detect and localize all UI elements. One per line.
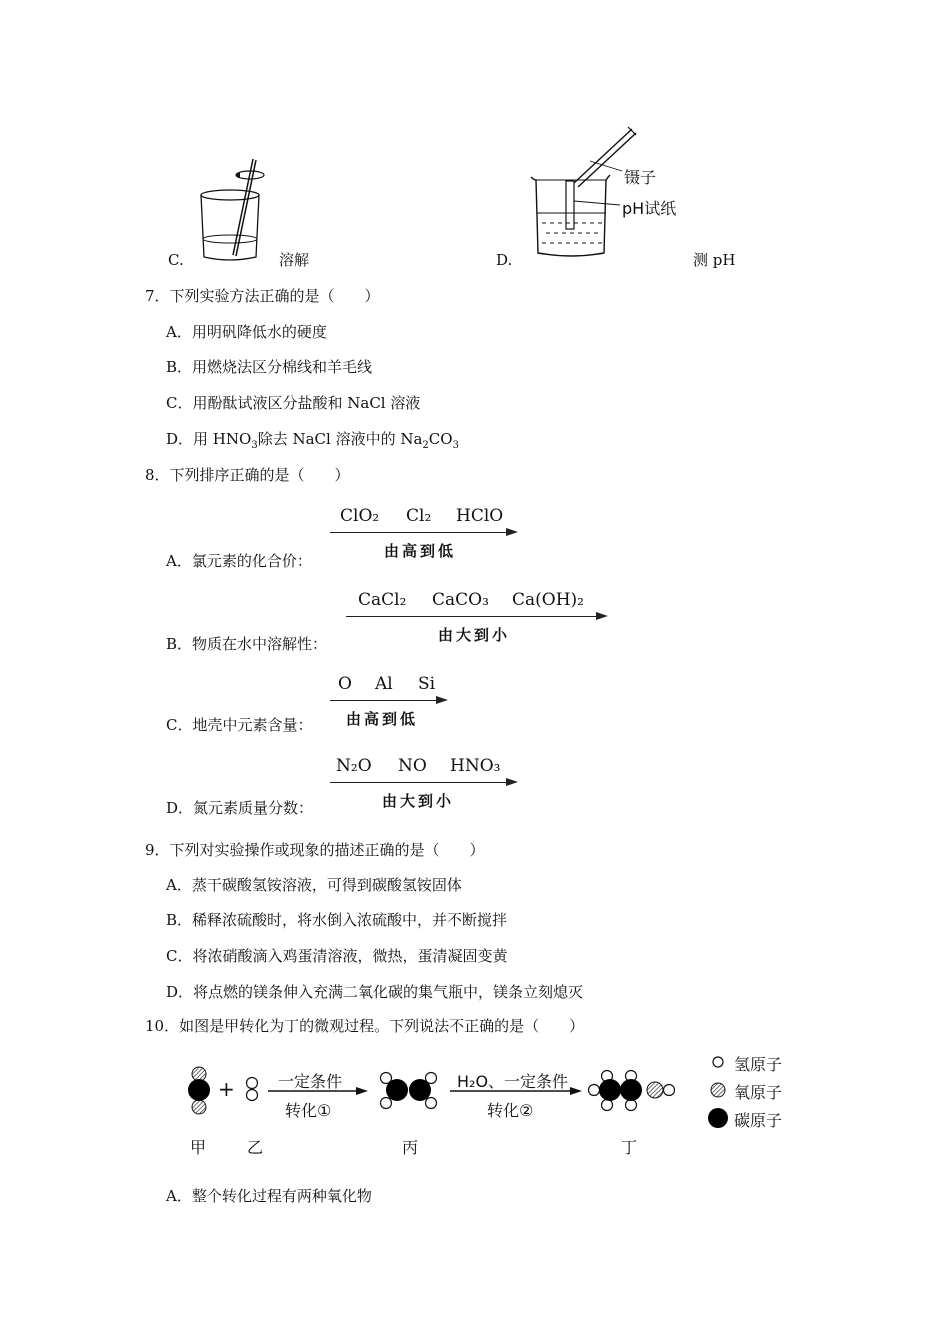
q8-d-sequence [330,756,520,812]
label-jia: 甲 [190,1138,207,1157]
step2-condition: H₂O、一定条件 [457,1072,569,1091]
legend-hydrogen-symbol [713,1057,723,1067]
q9-option-c: C．将浓硝酸滴入鸡蛋清溶液，微热，蛋清凝固变黄 [166,947,508,965]
q9-stem: 9．下列对实验操作或现象的描述正确的是（ ） [145,841,485,859]
q7-option-a: A．用明矾降低水的硬度 [166,323,327,341]
q8-a-item-2: Cl₂ [406,506,432,526]
q8-d-caption: 由大到小 [382,792,455,810]
q7-d-sub1: 3 [251,440,258,451]
q7-d-sub3: 3 [452,440,459,451]
q8-d-item-2: NO [398,756,427,776]
q9-option-d: D．将点燃的镁条伸入充满二氧化碳的集气瓶中，镁条立刻熄灭 [166,983,584,1001]
q8-c-arrow-head [436,696,448,704]
q8-option-b-label: B．物质在水中溶解性： [166,635,328,653]
step1-name: 转化① [285,1101,332,1120]
q7-d-sub2: 2 [422,440,429,451]
q10-stem: 10．如图是甲转化为丁的微观过程。下列说法不正确的是（ ） [145,1017,585,1035]
q7-d-pre: D．用 HNO [166,430,252,448]
q8-b-item-2: CaCO₃ [432,590,489,610]
q8-c-item-3: Si [418,674,436,694]
legend-hydrogen-label: 氢原子 [734,1055,783,1074]
step2-name: 转化② [487,1101,534,1120]
legend-oxygen-symbol [711,1083,725,1097]
molecule-yi [247,1078,258,1101]
q8-a-arrow-head [506,528,518,536]
step1-condition: 一定条件 [278,1072,343,1091]
label-bing: 丙 [402,1138,419,1157]
measure-ph-beaker-figure [528,125,638,265]
q7-option-c: C．用酚酞试液区分盐酸和 NaCl 溶液 [166,394,421,412]
q8-d-item-1: N₂O [336,756,372,776]
q8-d-arrow-head [506,778,518,786]
q6-c-letter: C. [168,251,184,269]
q8-b-arrow-line [346,616,598,617]
q7-option-d [166,430,459,455]
label-ding: 丁 [621,1138,638,1157]
q8-a-sequence [330,506,520,562]
q10-option-a: A．整个转化过程有两种氧化物 [166,1187,372,1205]
plus-sign: + [218,1077,235,1101]
q8-stem: 8．下列排序正确的是（ ） [145,466,350,484]
q8-a-caption: 由高到低 [384,542,457,560]
q8-option-a-label: A．氯元素的化合价： [166,552,312,570]
q8-b-arrow-head [596,612,608,620]
q8-b-item-3: Ca(OH)₂ [512,590,584,610]
q8-c-caption: 由高到低 [346,710,419,728]
ph-paper-label: pH试纸 [622,199,677,218]
q8-c-item-1: O [338,674,352,694]
q8-c-arrow-line [330,700,438,701]
molecule-bing [381,1073,437,1109]
label-yi: 乙 [247,1138,264,1157]
legend-oxygen-label: 氧原子 [734,1083,783,1102]
dissolve-beaker-figure [195,155,265,265]
q8-a-item-1: ClO₂ [340,506,380,526]
legend-carbon-label: 碳原子 [734,1111,783,1130]
q8-d-arrow-line [330,782,508,783]
q8-b-sequence [346,590,611,646]
q9-option-b: B．稀释浓硫酸时，将水倒入浓硫酸中，并不断搅拌 [166,911,508,929]
q6-c-label: 溶解 [279,251,310,269]
tweezers-label: 镊子 [624,168,657,187]
q8-option-d-label: D．氮元素质量分数： [166,799,314,817]
molecule-jia [188,1067,210,1114]
q8-a-item-3: HClO [456,506,504,526]
q7-stem: 7．下列实验方法正确的是（ ） [145,287,380,305]
legend-carbon-symbol [708,1108,728,1128]
q8-d-item-3: HNO₃ [450,756,501,776]
q8-c-sequence [330,674,450,730]
q7-d-mid: 除去 NaCl 溶液中的 Na [257,430,423,448]
q8-option-c-label: C．地壳中元素含量： [166,716,313,734]
q8-b-caption: 由大到小 [438,626,511,644]
q8-a-arrow-line [330,532,508,533]
q8-c-item-2: Al [375,674,393,694]
molecule-ding [589,1071,675,1111]
q8-b-item-1: CaCl₂ [358,590,407,610]
q7-option-b: B．用燃烧法区分棉线和羊毛线 [166,358,373,376]
q6-d-letter: D. [496,251,513,269]
q6-d-label: 测 pH [693,251,736,269]
q7-d-post: CO [428,430,453,448]
q9-option-a: A．蒸干碳酸氢铵溶液，可得到碳酸氢铵固体 [166,876,462,894]
